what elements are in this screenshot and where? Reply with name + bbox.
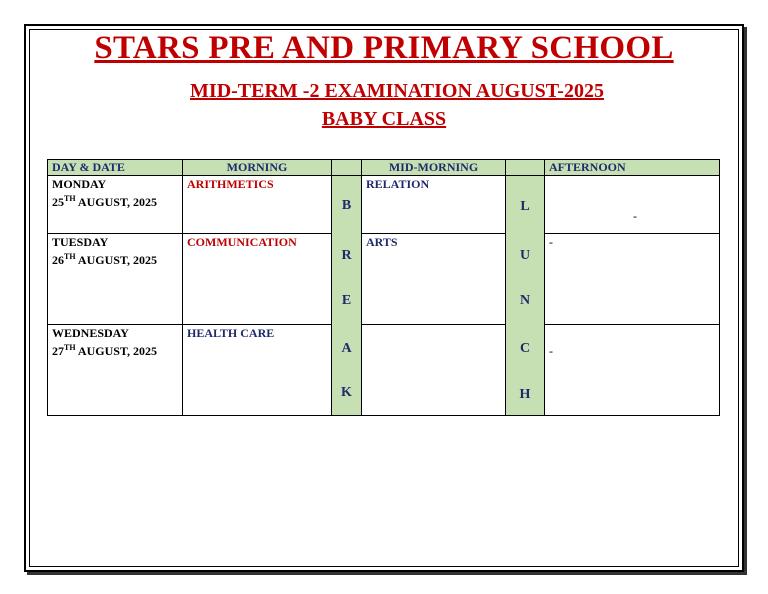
header-morning: MORNING: [183, 160, 332, 176]
table-row: [48, 234, 720, 325]
school-title: STARS PRE AND PRIMARY SCHOOL: [94, 30, 674, 66]
table-row: [48, 176, 720, 234]
lunch-letter: L: [520, 199, 530, 214]
header-lunch-band: [506, 160, 545, 176]
afternoon-subject: -: [545, 325, 720, 416]
class-title: BABY CLASS: [321, 108, 447, 130]
lunch-letter: C: [519, 341, 531, 356]
day-date: 25TH AUGUST, 2025: [52, 194, 158, 209]
break-letter: A: [341, 341, 352, 356]
mid-morning-subject: RELATION: [362, 176, 506, 234]
break-letter: E: [341, 293, 352, 308]
day-date: 27TH AUGUST, 2025: [52, 343, 158, 358]
exam-title: MID-TERM -2 EXAMINATION AUGUST-2025: [190, 80, 604, 102]
morning-subject: ARITHMETICS: [183, 176, 332, 234]
timetable-header-row: [48, 160, 720, 176]
break-letter: R: [341, 248, 352, 263]
break-letter: B: [341, 198, 352, 213]
day-date: 26TH AUGUST, 2025: [52, 252, 158, 267]
mid-morning-subject: [362, 325, 506, 416]
day-date-cell: [48, 176, 183, 234]
lunch-letter: H: [519, 387, 531, 402]
afternoon-subject: -: [545, 234, 720, 325]
day-name: WEDNESDAY: [52, 326, 129, 340]
lunch-letter: N: [519, 293, 531, 308]
day-name: TUESDAY: [52, 235, 109, 249]
header-afternoon: AFTERNOON: [545, 160, 720, 176]
header-day-date: DAY & DATE: [48, 160, 183, 176]
break-column: [332, 176, 362, 416]
mid-morning-subject: ARTS: [362, 234, 506, 325]
timetable: [47, 159, 720, 416]
day-date-cell: [48, 234, 183, 325]
break-letter: K: [341, 385, 352, 400]
day-name: MONDAY: [52, 177, 107, 191]
header-break-band: [332, 160, 362, 176]
day-date-cell: [48, 325, 183, 416]
header-mid-morning: MID-MORNING: [362, 160, 506, 176]
table-row: [48, 325, 720, 416]
afternoon-subject: -: [545, 176, 720, 234]
lunch-letter: U: [519, 248, 531, 263]
morning-subject: COMMUNICATION: [183, 234, 332, 325]
lunch-column: [506, 176, 545, 416]
morning-subject: HEALTH CARE: [183, 325, 332, 416]
